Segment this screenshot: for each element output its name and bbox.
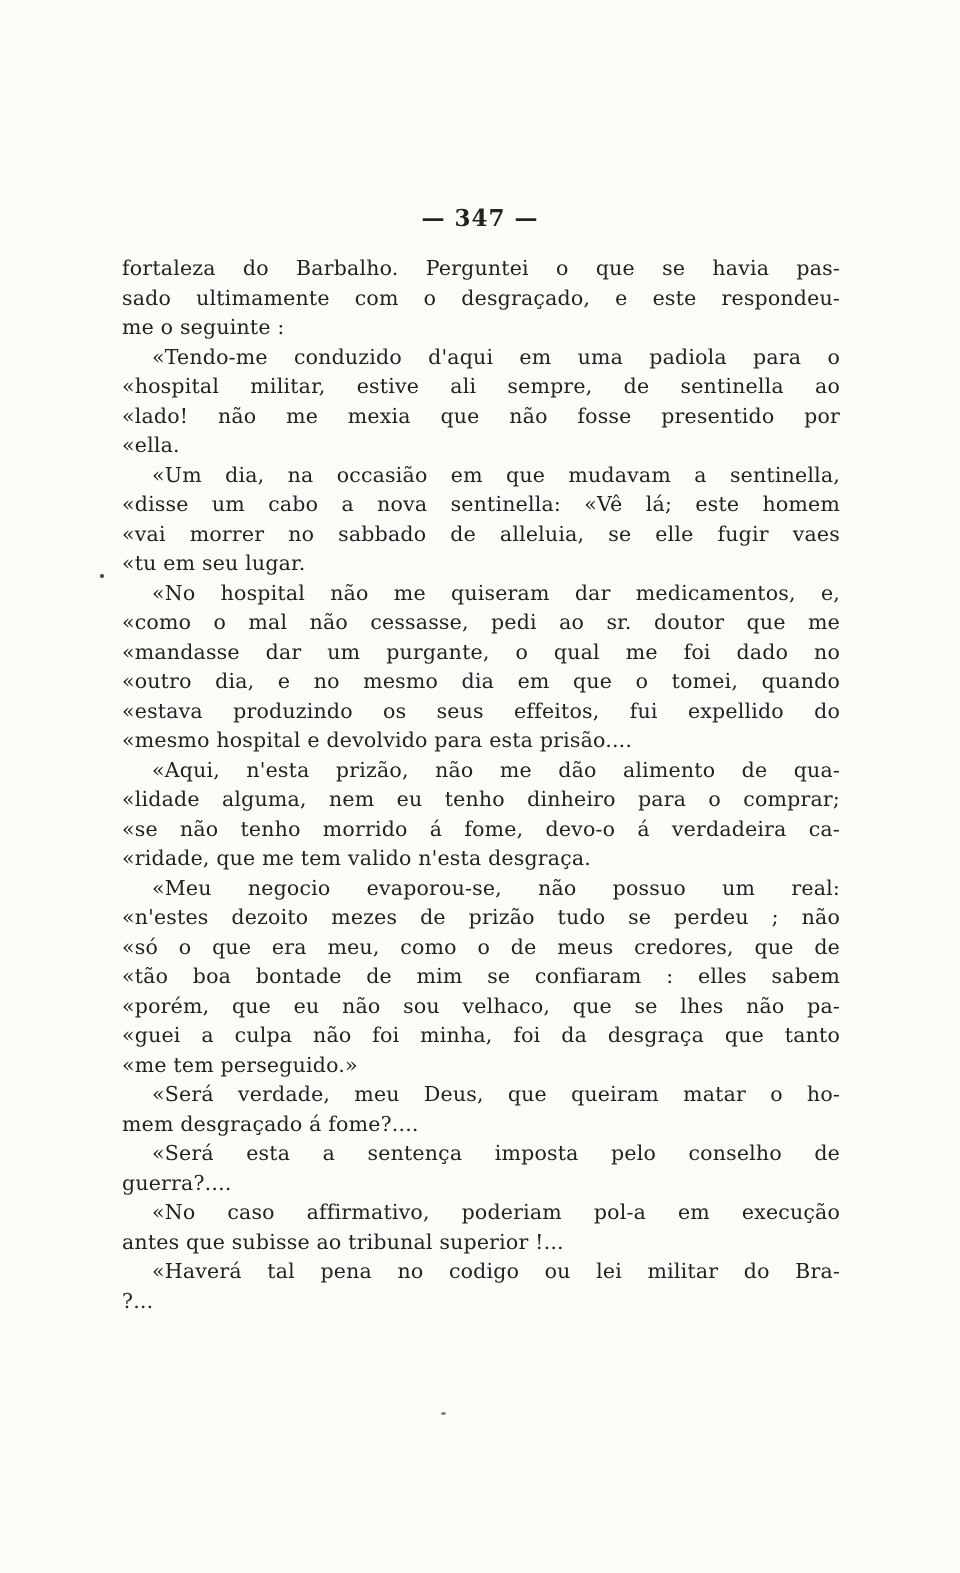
text-line: «Será esta a sentença imposta pelo conselho de — [152, 1141, 840, 1165]
paragraph — [122, 1257, 840, 1316]
scan-speck — [100, 574, 104, 578]
text-line: «Será verdade, meu Deus, que queiram matar o ho- — [152, 1082, 840, 1106]
text-line: «n'estes dezoito mezes de prizão tudo se perdeu ; não — [122, 905, 840, 929]
text-line: «vai morrer no sabbado de alleluia, se elle fugir vaes — [122, 521, 840, 546]
text-line: «lidade alguma, nem eu tenho dinheiro para o comprar; — [122, 787, 840, 811]
text-line: «Meu negocio evaporou-se, não possuo um real: — [152, 875, 840, 900]
scan-speck — [441, 1412, 446, 1415]
page-number: — 347 — — [421, 205, 539, 232]
paragraph — [122, 461, 840, 579]
paragraph — [122, 1139, 840, 1198]
text-line: guerra?.... — [122, 1170, 232, 1195]
text-line: «ella. — [122, 433, 180, 457]
text-line: ?... — [122, 1288, 154, 1313]
paragraph — [122, 579, 840, 756]
text-line: «ridade, que me tem valido n'esta desgraça. — [122, 846, 592, 870]
text-line: «mandasse dar um purgante, o qual me foi dado no — [122, 639, 840, 664]
text-line: «estava produzindo os seus effeitos, fui expellido do — [122, 698, 840, 723]
text-line: «tão boa bontade de mim se confiaram : elles sabem — [122, 964, 840, 988]
text-line: «mesmo hospital e devolvido para esta prisão.... — [122, 728, 633, 752]
text-line: «me tem perseguido.» — [122, 1052, 358, 1077]
page-body — [122, 254, 840, 1316]
paragraph — [122, 343, 840, 461]
text-line: mem desgraçado á fome?.... — [122, 1111, 419, 1136]
text-line: sado ultimamente com o desgraçado, e este respondeu- — [122, 285, 840, 310]
text-line: «No caso affirmativo, poderiam pol-a em execução — [152, 1200, 840, 1224]
text-line: «guei a culpa não foi minha, foi da desgraça que tanto — [122, 1023, 840, 1047]
text-line: «Haverá tal pena no codigo ou lei militar do Bra- — [152, 1259, 840, 1283]
text-line: «Aqui, n'esta prizão, não me dão alimento de qua- — [152, 757, 840, 782]
text-line: «No hospital não me quiseram dar medicamentos, e, — [152, 580, 840, 605]
text-line: «se não tenho morrido á fome, devo-o á verdadeira ca- — [122, 816, 840, 841]
text-line: fortaleza do Barbalho. Perguntei o que se havia pas- — [122, 256, 840, 280]
text-line: «tu em seu lugar. — [122, 551, 306, 575]
text-line: «só o que era meu, como o de meus credores, que de — [122, 934, 840, 959]
paragraph — [122, 1198, 840, 1257]
text-line: «Um dia, na occasião em que mudavam a sentinella, — [152, 462, 840, 487]
text-line: «disse um cabo a nova sentinella: «Vê lá; este homem — [122, 492, 840, 516]
text-line: «como o mal não cessasse, pedi ao sr. doutor que me — [122, 610, 840, 634]
paragraph — [122, 254, 840, 343]
paragraph — [122, 874, 840, 1081]
text-line: «lado! não me mexia que não fosse presentido por — [122, 403, 840, 428]
text-line: «outro dia, e no mesmo dia em que o tomei, quando — [122, 669, 840, 693]
text-line: antes que subisse ao tribunal superior !... — [122, 1229, 564, 1254]
text-line: «hospital militar, estive ali sempre, de sentinella ao — [122, 374, 840, 398]
text-line: «porém, que eu não sou velhaco, que se lhes não pa- — [122, 993, 840, 1018]
paragraph — [122, 756, 840, 874]
text-line: me o seguinte : — [122, 315, 285, 339]
text-line: «Tendo-me conduzido d'aqui em uma padiola para o — [152, 344, 840, 369]
paragraph — [122, 1080, 840, 1139]
